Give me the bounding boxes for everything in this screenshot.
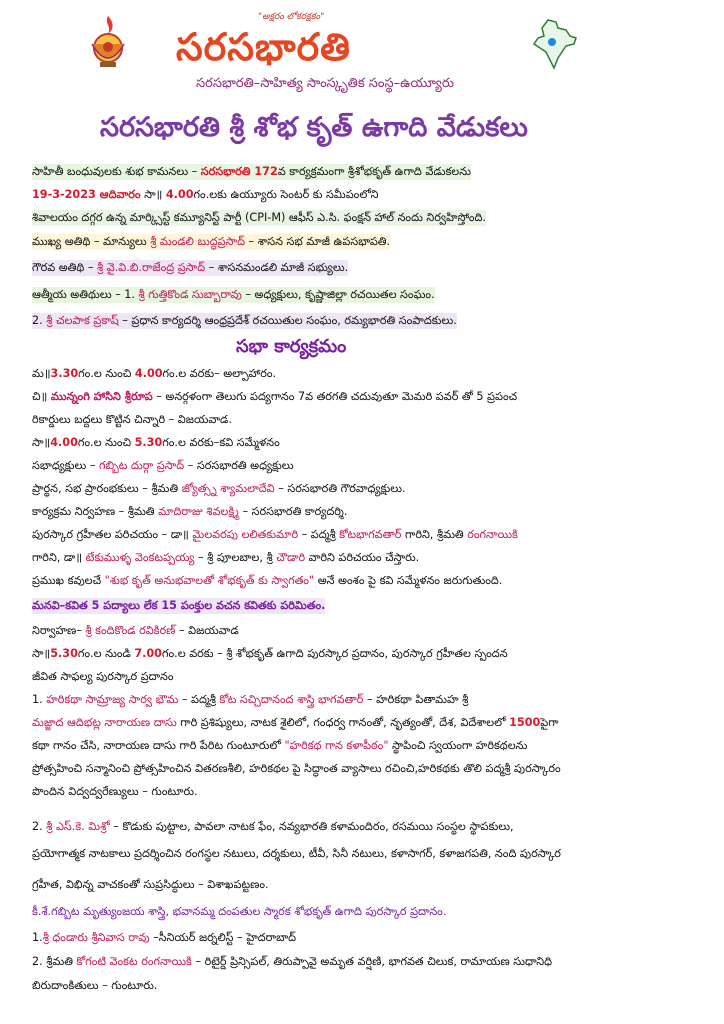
org-motto: "అక్షరం లోకరక్షకం" — [258, 12, 325, 22]
awardee-name: కోటభాగవతార్ — [339, 528, 402, 541]
session-prefix: సా॥ — [32, 647, 51, 660]
session-desc: గం.ల వరకు–కవి సమ్మేళనం — [162, 436, 280, 449]
performance-count: 1500 — [509, 716, 541, 729]
chief-guest-title: – శాసన సభ మాజీ ఉపసభాపతి. — [245, 235, 391, 248]
venue-text: గం.లకు ఉయ్యూరు సెంటర్ కు సమీపంలోని — [193, 188, 379, 201]
org-subtitle: సరసభారతి–సాహిత్య సాంస్కృతిక సంస్థ–ఉయ్యూరు — [196, 76, 455, 91]
role-label: కార్యక్రమ నిర్వహణ – శ్రీమతి — [32, 505, 159, 518]
session-text: గం.ల నుండి — [77, 647, 135, 660]
sabha-program-heading: సభా కార్యక్రమం — [236, 336, 347, 357]
memorial-awardee-2 — [32, 954, 552, 970]
text: 2. శ్రీమతి — [32, 955, 77, 968]
india-map-icon — [530, 18, 578, 70]
intro-line-2 — [32, 187, 378, 203]
role-title: – సరసభారతి కార్యదర్శి. — [238, 505, 348, 518]
text: ప్రముఖ కవులచే — [32, 574, 105, 587]
memorial-awardee-1-name: శ్రీ ధండారు శ్రీనివాస రావు — [42, 931, 150, 944]
dear-guests-label: ఆత్మీయ అతిథులు – 1. — [32, 288, 139, 301]
performer-desc: – అనర్గళంగా తెలుగు పద్యగానం 7వ తరగతి చదువుతూ మెమరి పవర్ తో 5 ప్రపంచ — [152, 390, 518, 403]
award-2-name: శ్రీ ఎస్.కె. మిశ్రో — [46, 820, 110, 833]
text: అనే అంశం పై కవి సమ్మేళనం జరుగుతుంది. — [314, 574, 503, 587]
program-line-5 — [32, 458, 294, 474]
program-line-8 — [32, 527, 518, 543]
role-label: సభాధ్యక్షులు – — [32, 459, 100, 472]
session-start: 4.00 — [50, 436, 78, 449]
role-title: – సరసభారతి అధ్యక్షులు — [184, 459, 294, 472]
session-start: 5.30 — [50, 647, 78, 660]
organizer-name: శ్రీ కందికొండ రవికిరణ్ — [85, 624, 176, 637]
memorial-award-line: కీ.శే.గబ్బిట మృత్యుంజయ శాస్త్రి, భవానమ్మ దంపతుల స్మారక శోభకృత్ ఉగాది పురస్కార ప్రదానం. — [32, 905, 447, 918]
session-desc: గం.ల వరకు – శ్రీ శోభకృత్ ఉగాది పురస్కార ప్రదానం, పురస్కార గ్రహీతల స్పందన — [161, 647, 508, 660]
text: గారిని, శ్రీమతి — [401, 528, 468, 541]
program-line-6 — [32, 481, 406, 497]
program-line-14: జీవిత సాఫల్య పురస్కార ప్రదానం — [32, 670, 174, 683]
role-label: నిర్వాహణ– — [32, 624, 86, 637]
award-1-line-3 — [32, 738, 527, 754]
honored-guest-title: – శాసనమండలి మాజీ సభ్యులు. — [205, 261, 349, 274]
memorial-awardee-2-name: కోగంటి వెంకట రంగనాయికి — [76, 955, 192, 968]
institution-name: "హరికథ గాన కళాపీఠం" — [284, 739, 389, 752]
memorial-awardee-1 — [32, 930, 296, 946]
dear-guest-2-name: శ్రీ చలపాక ప్రకాష్ — [46, 314, 119, 327]
program-line-1 — [32, 366, 276, 382]
text: –సీనియర్ జర్నలిస్ట్ – హైదరాబాద్ — [149, 931, 297, 944]
dear-guest-2-title: – ప్రధాన కార్యదర్శి ఆంధ్రప్రదేశ్ రచయితుల సంఘం, రమ్యభారతి సంపాదకులు. — [118, 314, 457, 327]
award-2-line-3: గ్రహీత, విభిన్న వాచకంతో సుప్రసిద్ధులు – విశాఖపట్టణం. — [32, 878, 269, 891]
guru-name: మజ్జాద ఆదిభట్ల నారాయణ దాసు — [32, 716, 177, 729]
honored-guest-name: శ్రీ వై.వి.బి.రాజేంద్ర ప్రసాద్ — [97, 261, 206, 274]
program-line-4 — [32, 435, 280, 451]
program-line-3: రికార్డులు బద్దలు కొట్టిన చిన్నారి – విజయవాడ. — [32, 413, 232, 426]
program-line-9 — [32, 550, 419, 566]
honored-guest-line — [32, 260, 348, 276]
session-prefix: మ॥ — [32, 367, 51, 380]
poetry-theme: "శుభ కృత్ అనుభవాలతో శోభకృత్ కు స్వాగతం" — [104, 574, 315, 587]
prayer-by-name: జ్యోత్స్న శ్యామలాదేవి — [181, 482, 275, 495]
place: – విజయవాడ — [175, 624, 239, 637]
number: 2. — [32, 820, 47, 833]
award-1-name: కోట సచ్చిదానంద శాస్త్రి భాగవతార్ — [219, 693, 364, 706]
text: – పద్మశ్రీ — [298, 528, 340, 541]
intro-line-3: శివాలయం దగ్గర ఉన్న మార్క్సిస్ట్ కమ్యూనిస్ట్ పార్టీ (CPI-M) ఆఫీస్ ఎ.సి. ఫంక్షన్ హాల్ నందు నిర్వహిస్తోంది. — [32, 211, 486, 224]
chief-guest-line — [32, 234, 390, 250]
president-name: గబ్బిట దుర్గా ప్రసాద్ — [99, 459, 185, 472]
session-start: 3.30 — [50, 367, 79, 380]
event-time: 4.00 — [165, 188, 194, 201]
text: వారిని పరిచయం చేస్తారు. — [305, 551, 420, 564]
session-end: 4.00 — [134, 367, 163, 380]
number: 1. — [32, 931, 43, 944]
chief-guest-name: శ్రీ మండలి బుద్ధప్రసాద్ — [150, 235, 245, 248]
program-line-11: మనవి–కవిత 5 పద్యాలు లేక 15 పంక్తుల వచన కవితకు పరిమితం. — [32, 599, 326, 612]
awardee-name: రంగనాయికి — [467, 528, 518, 541]
number: 1. — [32, 693, 47, 706]
role-label: పురస్కార గ్రహీతల పరిచయం – డా॥ — [32, 528, 193, 541]
session-end: 5.30 — [134, 436, 163, 449]
program-line-13 — [32, 646, 508, 662]
event-title: సరసభారతి శ్రీ శోభ కృత్ ఉగాది వేడుకలు — [100, 112, 528, 143]
introducer-name: మైలవరపు లలితకుమారి — [192, 528, 299, 541]
dear-guest-2-num: 2. — [32, 314, 47, 327]
dear-guest-1-name: శ్రీ గుత్తికొండ సుబ్బారావు — [138, 288, 242, 301]
text: పైగా — [540, 716, 559, 729]
session-text: గం.ల నుంచి — [77, 436, 135, 449]
text: – కొడుకు పుట్టాల, పావలా నాటక ఫేం, నవ్యభారతి కళామందిరం, రసమయి సంస్థల స్థాపకులు, — [109, 820, 514, 833]
honored-guest-label: గౌరవ అతిథి – — [32, 261, 98, 274]
session-desc: గం.ల వరకు– అల్పాహారం. — [162, 367, 277, 380]
award-1-line-1 — [32, 692, 468, 708]
session-text: గం.ల నుంచి — [78, 367, 135, 380]
chief-guest-label: ముఖ్య అతిథి – మాన్యులు — [32, 235, 151, 248]
text: కథా గానం చేసి, నారాయణ దాసు గారి పేరిట గుంటూరులో — [32, 739, 285, 752]
memorial-awardee-2-line-2: బిరుదాంకితులు – గుంటూరు. — [32, 979, 158, 992]
text: – పద్మశ్రీ — [178, 693, 220, 706]
child-performer-name: మున్నంగి హాసిని శ్రీరూప — [50, 390, 153, 403]
intro-greeting: సాహితీ బంధువులకు శుభ కామనలు – — [32, 165, 201, 178]
lamp-emblem-icon — [86, 14, 130, 70]
session-end: 7.00 — [134, 647, 162, 660]
award-2-line-2: ప్రయోగాత్మక నాటకాలు ప్రదర్శించిన రంగస్థల నటులు, దర్శకులు, టీవీ, సినీ నటులు, కళాసాగర్, కళాజగపతి, నంది పురస్కార — [32, 847, 561, 860]
award-1-line-4: ప్రోత్సహించి సన్మానించి ప్రోత్సహించిన వితరణశీలి, హరికథల పై సిద్ధాంత వ్యాసాలు రచించి,హరికథకు తొలి పద్మశ్రీ పురస్కారం — [32, 762, 561, 775]
text: – హరికథా పితామహ శ్రీ — [363, 693, 469, 706]
session-prefix: సా॥ — [32, 436, 51, 449]
award-1-line-5: పొందిన విద్వద్వరేణ్యులు – గుంటూరు. — [32, 785, 198, 798]
prefix: చి॥ — [32, 390, 51, 403]
award-1-line-2 — [32, 715, 559, 731]
org-name-heading: సరసభారతి — [176, 24, 351, 69]
event-date: 19-3-2023 ఆదివారం — [32, 188, 141, 201]
dear-guest-1-line — [32, 287, 435, 303]
text: – రిటైర్డ్ ప్రిన్సిపల్, తిరుప్పావై అమృత వర్షిణి, భాగవత చిలుక, రామాయణ సుధానిధి — [191, 955, 553, 968]
coordinator-name: మాదిరాజు శివలక్ష్మి — [158, 505, 239, 518]
award-1-title: హరికథా సామ్రాజ్య సార్వ భౌమ — [46, 693, 179, 706]
introducer-name: టేకుముళ్ళ వెంకటప్పయ్య — [85, 551, 195, 564]
text: స్థాపించి స్వయంగా హరికథలను — [388, 739, 528, 752]
program-line-10 — [32, 573, 502, 589]
program-line-2 — [32, 389, 517, 405]
event-number: సరసభారతి 172 — [200, 165, 278, 178]
text: గారిని, డా॥ — [32, 551, 86, 564]
dear-guest-2-line — [32, 313, 457, 329]
text: – శ్రీ పూలబాల, శ్రీ — [194, 551, 277, 564]
time-prefix: సా॥ — [140, 188, 166, 201]
text: గారి ప్రశిష్యులు, నాటక శైలిలో, గంధర్వ గానంతో, నృత్యంతో, దేశ, విదేశాలలో — [176, 716, 510, 729]
intro-line-1 — [32, 164, 471, 180]
dear-guest-1-title: – అధ్యక్షులు, కృష్ణాజిల్లా రచయితల సంఘం. — [241, 288, 435, 301]
guest-name: చౌడారి — [276, 551, 306, 564]
intro-text: వ కార్యక్రమంగా శ్రీశోభకృత్ ఉగాది వేడుకలను — [277, 165, 471, 178]
award-2-line-1 — [32, 819, 514, 835]
role-label: ప్రార్థన, సభ ప్రారంభకులు – శ్రీమతి — [32, 482, 182, 495]
program-line-7 — [32, 504, 347, 520]
role-title: – సరసభారతి గౌరవాధ్యక్షులు. — [274, 482, 406, 495]
program-line-12 — [32, 623, 239, 639]
